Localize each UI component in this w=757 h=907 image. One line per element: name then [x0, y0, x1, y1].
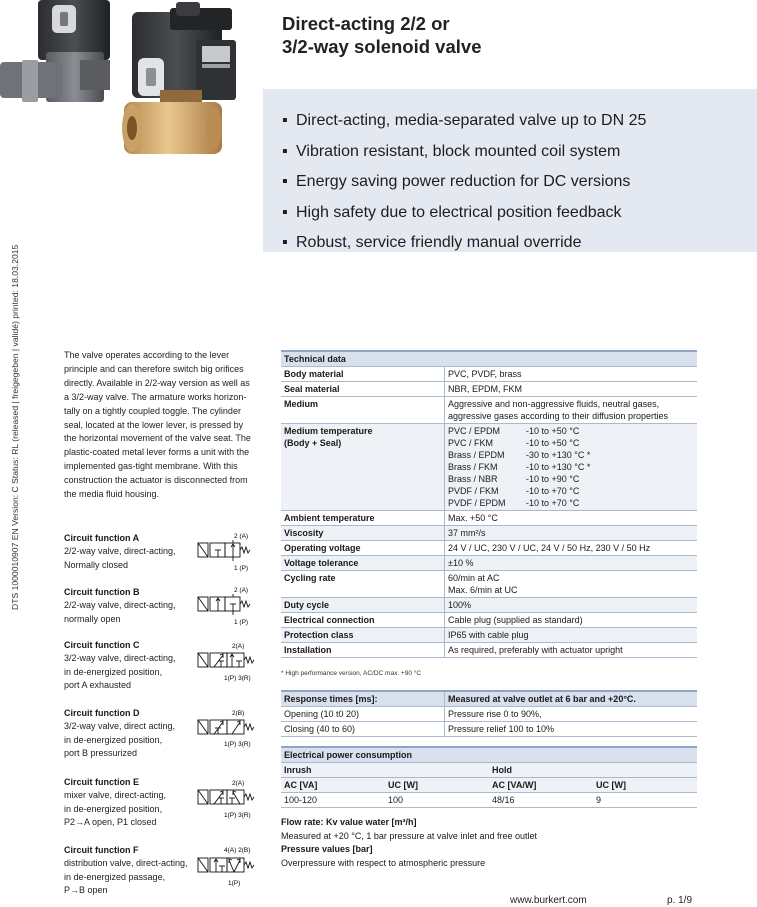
power-consumption-table: Electrical power consumption Inrush Hold AC [VA] UC [W] AC [VA/W] UC [W] 100-120 100 48/16 9 — [281, 746, 697, 808]
page-number: p. 1/9 — [667, 895, 693, 906]
circuit-f-symbol — [192, 843, 267, 889]
circuit-a-symbol — [192, 530, 267, 572]
svg-text:2 (A): 2 (A) — [234, 587, 249, 594]
svg-text:1(P): 1(P) — [228, 880, 241, 887]
title-line-2: 3/2-way solenoid valve — [282, 36, 482, 57]
feature-item: ▪ Energy saving power reduction for DC versions — [282, 167, 646, 198]
feature-list — [282, 106, 646, 259]
table-header: Technical data — [281, 351, 697, 367]
pvc-valve-image — [0, 0, 110, 102]
feature-item: ▪ Vibration resistant, block mounted coil system — [282, 137, 646, 168]
circuit-d-symbol — [192, 706, 267, 752]
circuit-c-symbol — [192, 638, 267, 684]
description: The valve operates according to the lever principle and can therefore switch big orifices directly. Available in 2/2-way version as well as a 3/2-way valve. The armature works horizon- tally on a tightly coupled toggle. The cylinder seal, located at the lower lever, is pressed by the horizontal movement of the valve seat. The plastic-coated metal lever forms a unit with the implemented gas-tight membrane. With this construction the actuator is disconnected from the media fluid housing. — [64, 350, 251, 500]
footer-website-link[interactable]: www.burkert.com — [510, 895, 587, 906]
medium-temperature-row: Medium temperature (Body + Seal) PVC / EPDM -10 to +50 °C PVC / FKM -10 to +50 °C Brass / EPDM -30 to +130 °C * Brass / FKM -10 to +130 °C * Brass / NBR -10 to +90 °C PVDF / FKM -10 to +70 °C PVDF / EPDM -10 to +70 °C — [281, 424, 697, 511]
svg-text:1(P) 3(R): 1(P) 3(R) — [224, 741, 251, 748]
title-line-1: Direct-acting 2/2 or — [282, 13, 450, 34]
circuit-function-d: Circuit function D 3/2-way valve, direct acting, in de-energized position, port B pressurized — [64, 708, 176, 758]
circuit-function-f: Circuit function F distribution valve, direct-acting, in de-energized passage, P→B open — [64, 845, 188, 895]
svg-text:2(A): 2(A) — [232, 643, 245, 650]
circuit-function-c: Circuit function C 3/2-way valve, direct-acting, in de-energized position, port A exhausted — [64, 640, 176, 690]
product-photo — [0, 0, 262, 170]
svg-text:1(P) 3(R): 1(P) 3(R) — [224, 675, 251, 682]
document-status-sidebar: DTS 1000010907 EN Version: C Status: RL (released | freigegeben | validé) printed: 18.03.2015 — [10, 244, 20, 610]
response-times-table: Response times [ms]: Measured at valve outlet at 6 bar and +20°C. Opening (10 t0 20) Pressure rise 0 to 90%, Closing (40 to 60) Pressure relief 100 to 10% — [281, 690, 697, 737]
brass-valve-image — [122, 2, 236, 154]
feature-item: ▪ Direct-acting, media-separated valve up to DN 25 — [282, 106, 646, 137]
bullet-icon: ▪ — [282, 142, 288, 160]
circuit-function-a: Circuit function A 2/2-way valve, direct-acting, Normally closed — [64, 533, 176, 570]
svg-text:4(A) 2(B): 4(A) 2(B) — [224, 847, 251, 854]
bullet-icon: ▪ — [282, 203, 288, 221]
feature-item: ▪ Robust, service friendly manual override — [282, 228, 646, 259]
svg-text:1(P) 3(R): 1(P) 3(R) — [224, 812, 251, 819]
flow-rate-section: Flow rate: Kv value water [m³/h] Measured at +20 °C, 1 bar pressure at valve inlet and free outlet Pressure values [bar] Overpressure with respect to atmospheric pressure — [281, 817, 537, 868]
circuit-function-e: Circuit function E mixer valve, direct-acting, in de-energized position, P2→A open, P1 closed — [64, 777, 167, 827]
svg-text:2(B): 2(B) — [232, 710, 245, 717]
footnote: * High performance version, AC/DC max. +90 °C — [281, 670, 422, 677]
circuit-b-symbol — [192, 584, 267, 626]
circuit-e-symbol — [192, 775, 267, 821]
page-title — [282, 12, 722, 58]
circuit-function-b: Circuit function B 2/2-way valve, direct-acting, normally open — [64, 587, 176, 624]
svg-text:2(A): 2(A) — [232, 780, 245, 787]
bullet-icon: ▪ — [282, 173, 288, 190]
bullet-icon: ▪ — [282, 234, 288, 251]
technical-data-table: Technical data Body material PVC, PVDF, brass Seal material NBR, EPDM, FKM Medium Aggressive and non-aggressive fluids, neutral gases, aggressive gases according to their diffusion properties Medium temperature (Body + Seal) PVC / EPDM -10 to +50 °C PVC / FKM -10 to +50 °C Brass / EPDM -30 to +130 °C * Brass / FKM -10 to +130 °C * Brass / NBR -10 to +90 °C PVDF / FKM -10 to +70 °C PVDF / EPDM -10 to +70 °C Ambient temperature Max. +50 °C Viscosity 37 mm²/s Operating voltage 24 V / UC, 230 V / UC, 24 V / 50 Hz, 230 V / 50 Hz Voltage tolerance ±10 % Cycling rate 60/min at AC Max. 6/min at UC Duty cycle 100% Electrical connection Cable plug (supplied as standard) Protection class IP65 with cable plug Installation As required, preferably with actuator upright — [281, 350, 697, 658]
svg-text:2 (A): 2 (A) — [234, 533, 249, 540]
bullet-icon: ▪ — [282, 112, 288, 129]
svg-text:1 (P): 1 (P) — [234, 565, 249, 572]
svg-text:1 (P): 1 (P) — [234, 619, 249, 626]
feature-item: ▪ High safety due to electrical position feedback — [282, 198, 646, 229]
